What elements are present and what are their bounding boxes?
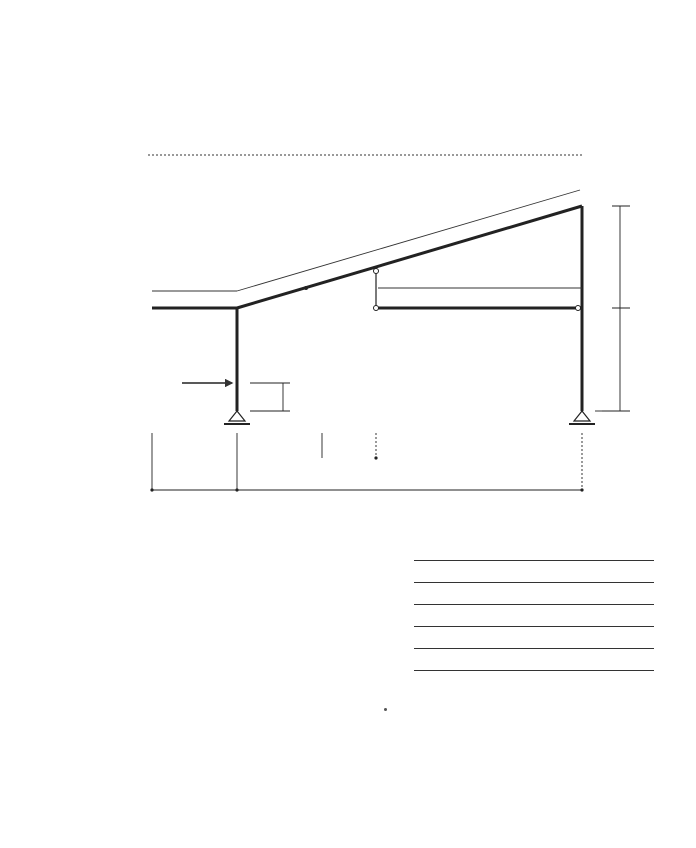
result-row-neg — [414, 649, 654, 671]
frame-diagram — [140, 128, 660, 508]
hinge-h — [576, 306, 581, 311]
statement-item-c — [142, 86, 148, 98]
result-row-bx — [414, 605, 654, 627]
statement-item-a — [142, 44, 148, 56]
support-a — [224, 411, 250, 424]
support-b — [569, 411, 595, 424]
statement-item-b — [142, 66, 148, 78]
horizontal-dimensions — [152, 433, 582, 490]
dim-point — [374, 456, 377, 459]
dim-point — [235, 488, 238, 491]
inclined-load — [237, 190, 580, 291]
speck — [384, 708, 387, 711]
point-load-height-mark — [250, 383, 290, 411]
dim-point — [580, 488, 583, 491]
inclined-beam — [237, 206, 582, 308]
hinge-e — [374, 269, 379, 274]
dim-point — [150, 488, 153, 491]
result-row-ax — [414, 560, 654, 583]
vertical-dimension — [595, 206, 630, 411]
results-table — [414, 560, 654, 671]
point-c — [304, 286, 308, 290]
result-row-ay — [414, 583, 654, 605]
hinge-g — [374, 306, 379, 311]
result-row-by — [414, 627, 654, 649]
